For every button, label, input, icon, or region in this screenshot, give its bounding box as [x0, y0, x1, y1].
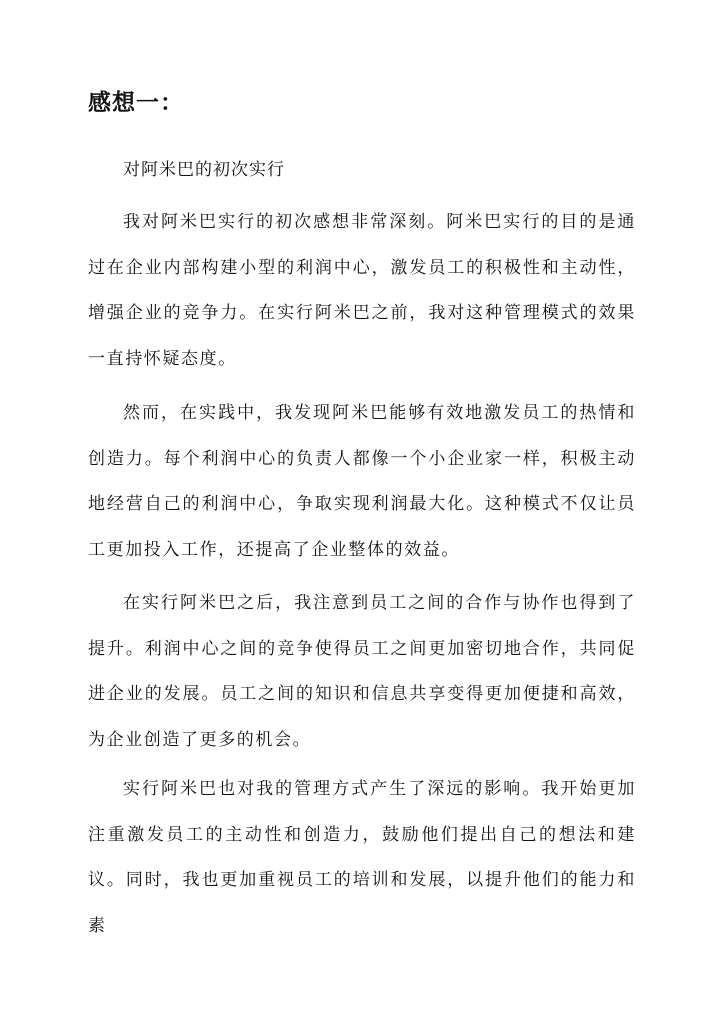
paragraph: 实行阿米巴也对我的管理方式产生了深远的影响。我开始更加注重激发员工的主动性和创造力，鼓励他们提出自己的想法和建议。同时，我也更加重视员工的培训和发展，以提升他们的能力和素 [88, 779, 636, 936]
document-subtitle: 对阿米巴的初次实行 [123, 160, 285, 180]
paragraph: 然而，在实践中，我发现阿米巴能够有效地激发员工的热情和创造力。每个利润中心的负责人都像一个小企业家一样，积极主动地经营自己的利润中心，争取实现利润最大化。这种模式不仅让员工更加投入工作，还提高了企业整体的效益。 [88, 403, 636, 560]
paragraph: 我对阿米巴实行的初次感想非常深刻。阿米巴实行的目的是通过在企业内部构建小型的利润中心，激发员工的积极性和主动性，增强企业的竞争力。在实行阿米巴之前，我对这种管理模式的效果一直持怀疑态度。 [88, 212, 636, 369]
document-heading: 感想一： [88, 89, 184, 116]
paragraph: 在实行阿米巴之后，我注意到员工之间的合作与协作也得到了提升。利润中心之间的竞争使得员工之间更加密切地合作，共同促进企业的发展。员工之间的知识和信息共享变得更加便捷和高效，为企业创造了更多的机会。 [88, 593, 636, 750]
